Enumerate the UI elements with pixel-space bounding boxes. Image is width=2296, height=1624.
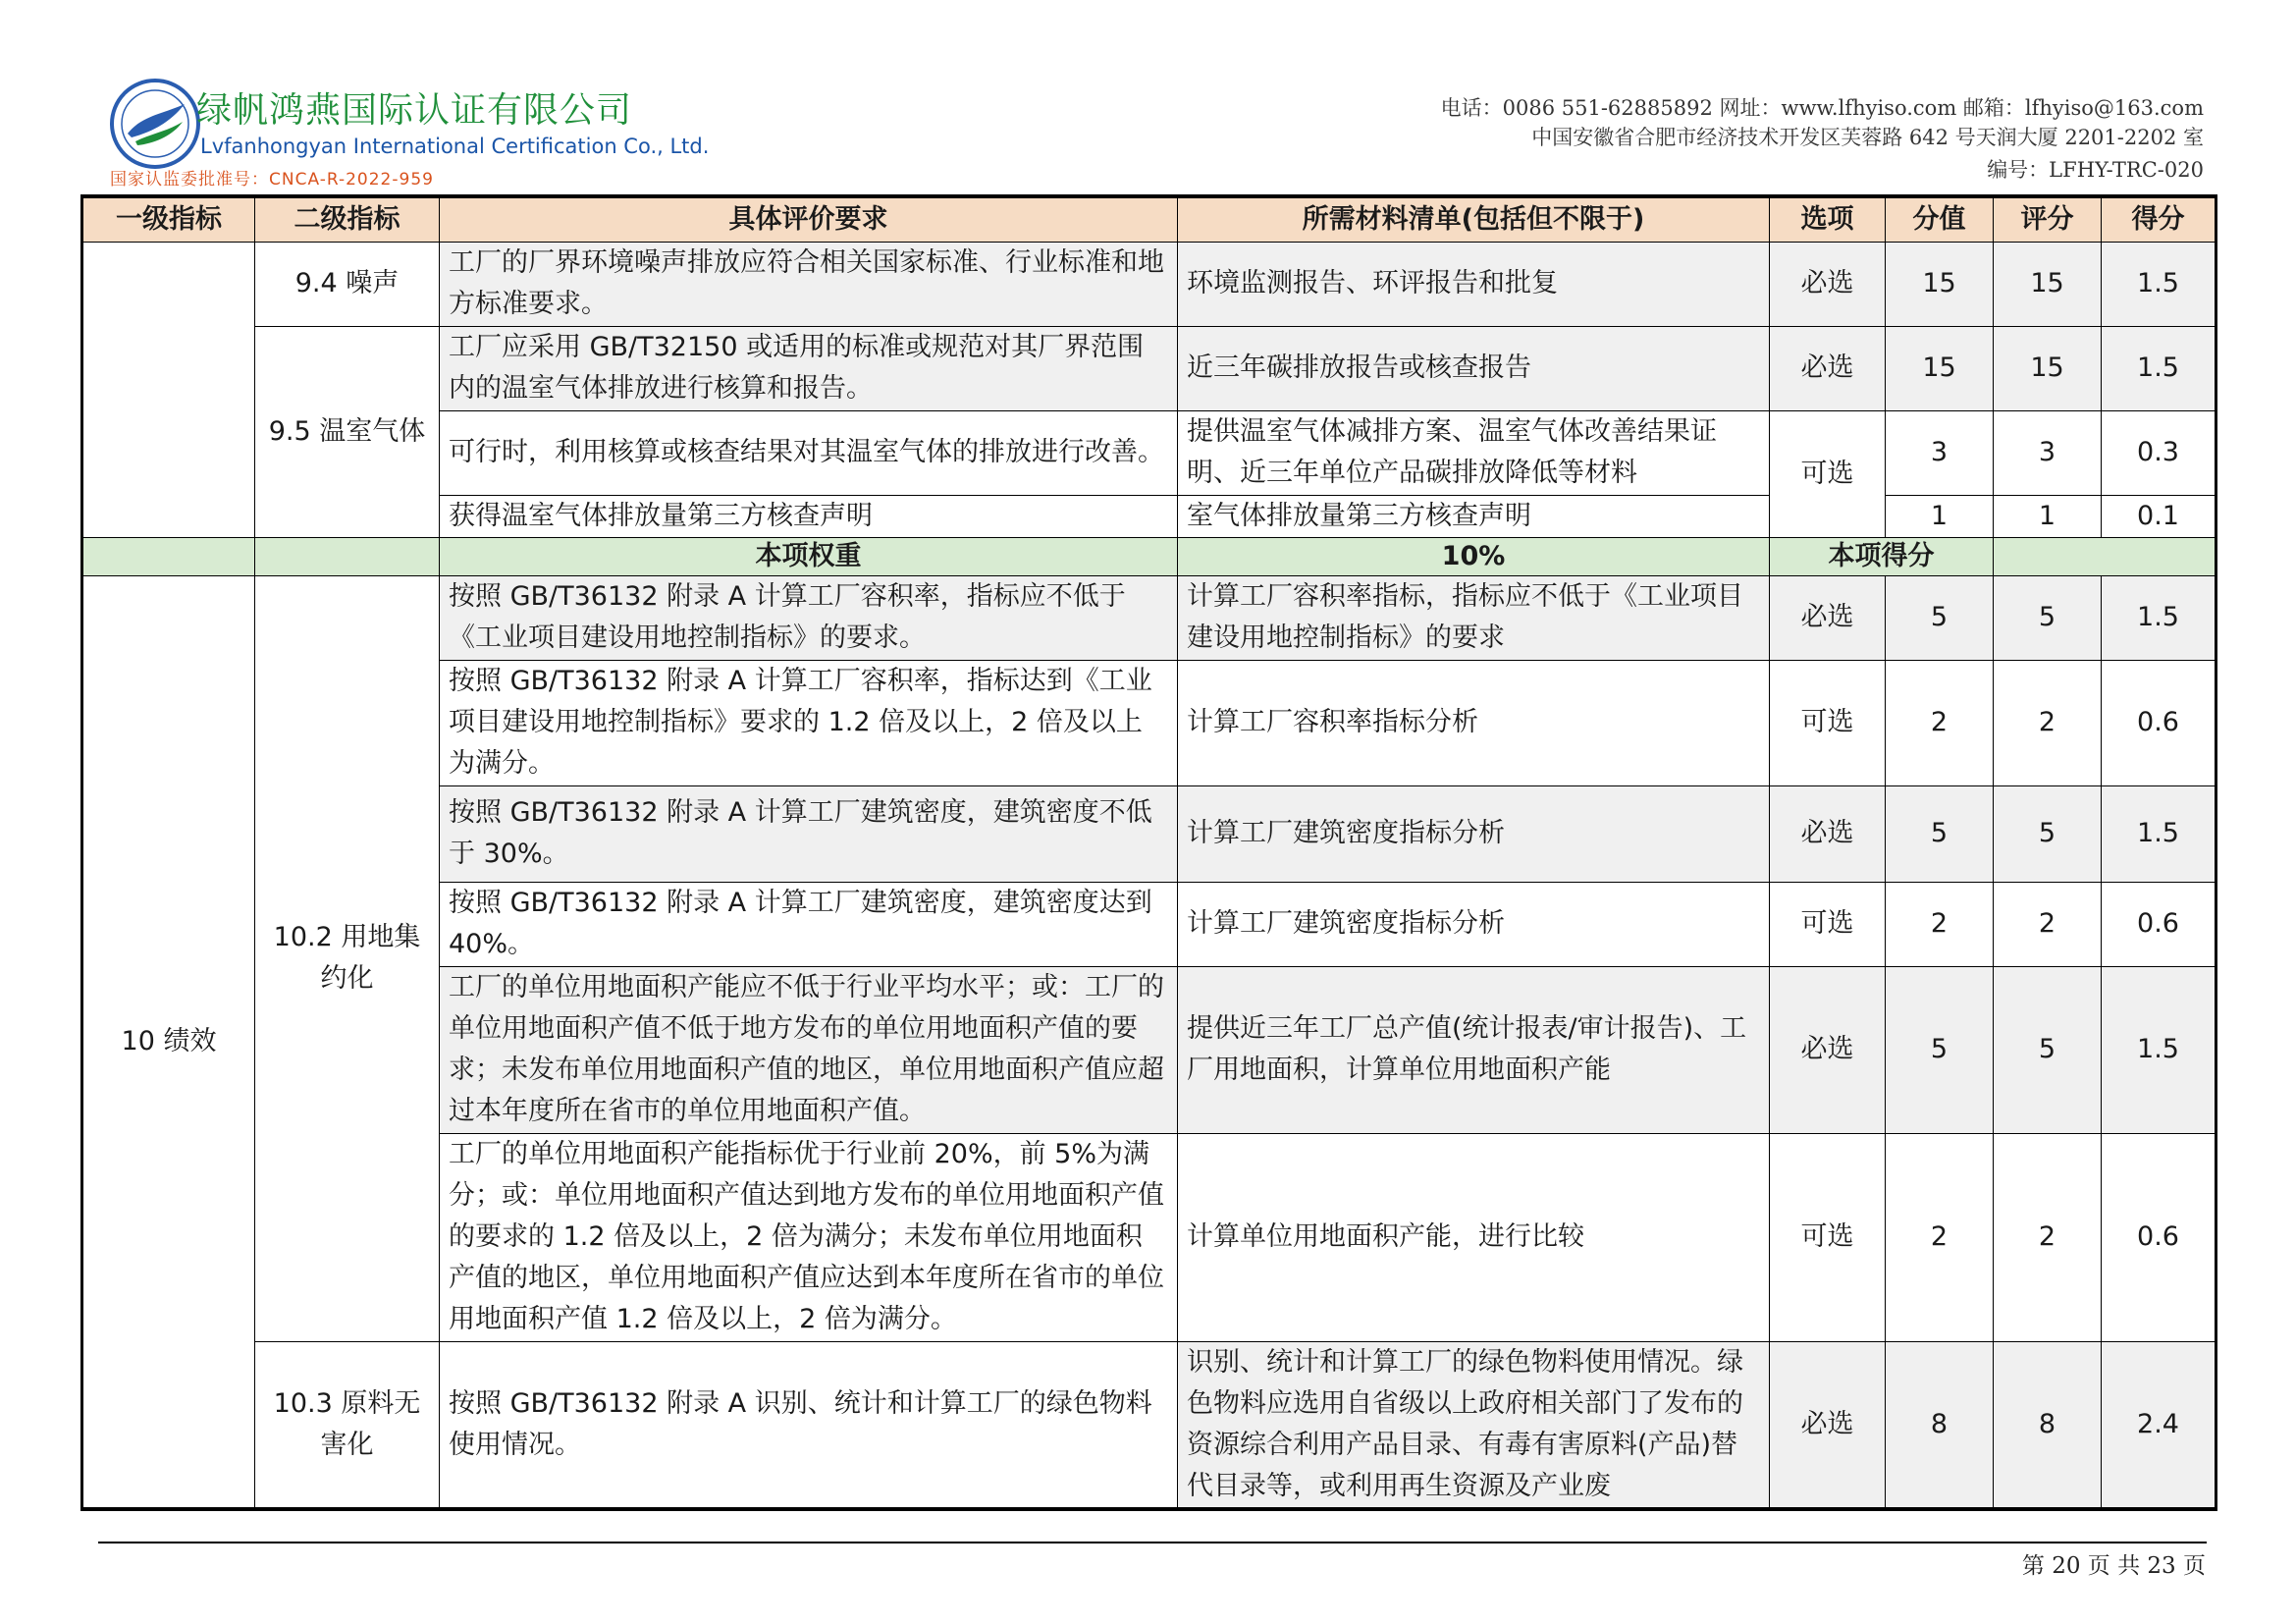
table-row (82, 242, 2216, 326)
result-cell: 1.5 (2102, 326, 2216, 410)
table-row (82, 575, 2216, 660)
rating-cell: 5 (1994, 966, 2102, 1133)
address: 中国安徽省合肥市经济技术开发区芙蓉路 642 号天润大厦 2201-2202 室 (1531, 126, 2204, 149)
contact-info: 电话：0086 551-62885892 网址：www.lfhyiso.com 邮箱：lfhyiso@163.com (1440, 96, 2204, 120)
rating-cell: 5 (1994, 785, 2102, 882)
section-score-value (1994, 537, 2216, 575)
requirement-cell: 工厂的单位用地面积产能指标优于行业前 20%，前 5%为满分；或：单位用地面积产值达到地方发布的单位用地面积产值的要求的 1.2 倍及以上，2 倍为满分；未发布单位用地面积产值的地区，单位用地面积产值应达到本年度所在省市的单位用地面积产值 1.2 倍及以上，2 倍为满分。 (440, 1133, 1178, 1341)
option-cell: 必选 (1770, 326, 1886, 410)
score-cell: 5 (1886, 785, 1994, 882)
weight-empty-cell (255, 537, 440, 575)
weight-value: 10% (1178, 537, 1770, 575)
col-header-requirement: 具体评价要求 (440, 196, 1178, 242)
result-cell: 1.5 (2102, 575, 2216, 660)
materials-cell: 提供近三年工厂总产值(统计报表/审计报告)、工厂用地面积，计算单位用地面积产能 (1178, 966, 1770, 1133)
approval-number: 国家认监委批准号：CNCA-R-2022-959 (110, 170, 434, 189)
materials-cell: 计算工厂建筑密度指标分析 (1178, 785, 1770, 882)
col-header-option: 选项 (1770, 196, 1886, 242)
requirement-cell: 按照 GB/T36132 附录 A 计算工厂容积率，指标达到《工业项目建设用地控制指标》要求的 1.2 倍及以上，2 倍及以上为满分。 (440, 660, 1178, 785)
requirement-cell: 工厂的单位用地面积产能应不低于行业平均水平；或：工厂的单位用地面积产值不低于地方发布的单位用地面积产值的要求；未发布单位用地面积产值的地区，单位用地面积产值应超过本年度所在省市的单位用地面积产值。 (440, 966, 1178, 1133)
rating-cell: 1 (1994, 495, 2102, 537)
level2-cell: 10.2 用地集约化 (255, 575, 440, 1341)
option-cell: 必选 (1770, 575, 1886, 660)
rating-cell: 15 (1994, 242, 2102, 326)
col-header-materials: 所需材料清单(包括但不限于) (1178, 196, 1770, 242)
result-cell: 1.5 (2102, 966, 2216, 1133)
materials-cell: 环境监测报告、环评报告和批复 (1178, 242, 1770, 326)
rating-cell: 2 (1994, 660, 2102, 785)
result-cell: 1.5 (2102, 785, 2216, 882)
score-cell: 15 (1886, 326, 1994, 410)
requirement-cell: 工厂应采用 GB/T32150 或适用的标准或规范对其厂界范围内的温室气体排放进行核算和报告。 (440, 326, 1178, 410)
col-header-level1: 一级指标 (82, 196, 255, 242)
table-row (82, 326, 2216, 410)
materials-cell: 提供温室气体减排方案、温室气体改善结果证明、近三年单位产品碳排放降低等材料 (1178, 410, 1770, 495)
rating-cell: 5 (1994, 575, 2102, 660)
requirement-cell: 可行时，利用核算或核查结果对其温室气体的排放进行改善。 (440, 410, 1178, 495)
score-cell: 2 (1886, 882, 1994, 966)
option-cell: 可选 (1770, 1133, 1886, 1341)
rating-cell: 2 (1994, 882, 2102, 966)
evaluation-table (80, 194, 2217, 1511)
rating-cell: 15 (1994, 326, 2102, 410)
header-row (82, 196, 2216, 242)
result-cell: 1.5 (2102, 242, 2216, 326)
materials-cell: 计算工厂容积率指标分析 (1178, 660, 1770, 785)
level1-cell-empty (82, 242, 255, 537)
table-row (82, 1341, 2216, 1509)
col-header-result: 得分 (2102, 196, 2216, 242)
footer-divider (98, 1542, 2207, 1543)
col-header-score: 分值 (1886, 196, 1994, 242)
requirement-cell: 按照 GB/T36132 附录 A 计算工厂建筑密度，建筑密度不低于 30%。 (440, 785, 1178, 882)
level2-cell: 10.3 原料无害化 (255, 1341, 440, 1509)
score-cell: 3 (1886, 410, 1994, 495)
requirement-cell: 按照 GB/T36132 附录 A 识别、统计和计算工厂的绿色物料使用情况。 (440, 1341, 1178, 1509)
score-cell: 5 (1886, 966, 1994, 1133)
requirement-cell: 按照 GB/T36132 附录 A 计算工厂容积率，指标应不低于《工业项目建设用地控制指标》的要求。 (440, 575, 1178, 660)
result-cell: 0.6 (2102, 882, 2216, 966)
score-cell: 1 (1886, 495, 1994, 537)
score-cell: 8 (1886, 1341, 1994, 1509)
option-cell: 可选 (1770, 410, 1886, 537)
materials-cell: 室气体排放量第三方核查声明 (1178, 495, 1770, 537)
weight-empty-cell (82, 537, 255, 575)
level2-cell: 9.4 噪声 (255, 242, 440, 326)
rating-cell: 8 (1994, 1341, 2102, 1509)
result-cell: 0.6 (2102, 660, 2216, 785)
option-cell: 必选 (1770, 785, 1886, 882)
option-cell: 必选 (1770, 966, 1886, 1133)
weight-label: 本项权重 (440, 537, 1178, 575)
page-number: 第 20 页 共 23 页 (2021, 1553, 2206, 1579)
result-cell: 0.3 (2102, 410, 2216, 495)
option-cell: 可选 (1770, 882, 1886, 966)
level1-cell: 10 绩效 (82, 575, 255, 1509)
rating-cell: 3 (1994, 410, 2102, 495)
score-cell: 15 (1886, 242, 1994, 326)
materials-cell: 近三年碳排放报告或核查报告 (1178, 326, 1770, 410)
score-cell: 2 (1886, 660, 1994, 785)
option-cell: 可选 (1770, 660, 1886, 785)
company-name-cn: 绿帆鸿燕国际认证有限公司 (196, 90, 633, 131)
weight-row (82, 537, 2216, 575)
option-cell: 必选 (1770, 242, 1886, 326)
requirement-cell: 工厂的厂界环境噪声排放应符合相关国家标准、行业标准和地方标准要求。 (440, 242, 1178, 326)
col-header-rating: 评分 (1994, 196, 2102, 242)
section-score-label: 本项得分 (1770, 537, 1994, 575)
company-name-en: Lvfanhongyan International Certification Co., Ltd. (200, 135, 710, 158)
option-cell: 必选 (1770, 1341, 1886, 1509)
requirement-cell: 获得温室气体排放量第三方核查声明 (440, 495, 1178, 537)
materials-cell: 识别、统计和计算工厂的绿色物料使用情况。绿色物料应选用自省级以上政府相关部门了发布的资源综合利用产品目录、有毒有害原料(产品)替代目录等，或利用再生资源及产业废 (1178, 1341, 1770, 1509)
materials-cell: 计算单位用地面积产能，进行比较 (1178, 1133, 1770, 1341)
score-cell: 5 (1886, 575, 1994, 660)
col-header-level2: 二级指标 (255, 196, 440, 242)
materials-cell: 计算工厂建筑密度指标分析 (1178, 882, 1770, 966)
result-cell: 0.6 (2102, 1133, 2216, 1341)
score-cell: 2 (1886, 1133, 1994, 1341)
document-code: 编号：LFHY-TRC-020 (1987, 158, 2204, 182)
level2-cell: 9.5 温室气体 (255, 326, 440, 537)
result-cell: 0.1 (2102, 495, 2216, 537)
materials-cell: 计算工厂容积率指标，指标应不低于《工业项目建设用地控制指标》的要求 (1178, 575, 1770, 660)
requirement-cell: 按照 GB/T36132 附录 A 计算工厂建筑密度，建筑密度达到 40%。 (440, 882, 1178, 966)
result-cell: 2.4 (2102, 1341, 2216, 1509)
company-logo (108, 77, 202, 171)
rating-cell: 2 (1994, 1133, 2102, 1341)
